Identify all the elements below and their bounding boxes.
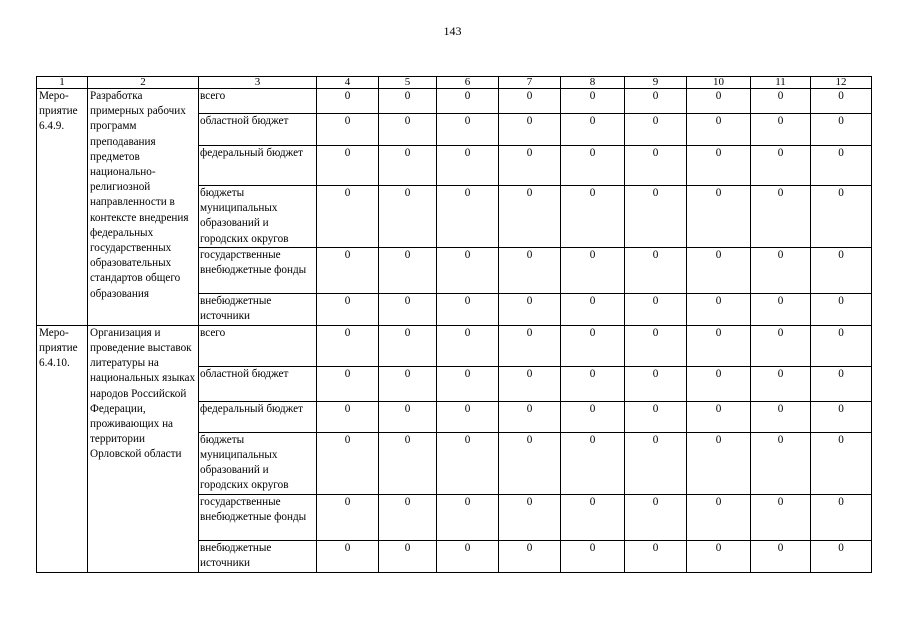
measure-id: Меро- приятие 6.4.9. [37, 89, 88, 326]
value-cell: 0 [811, 366, 872, 401]
value-cell: 0 [379, 540, 437, 572]
value-cell: 0 [437, 401, 499, 432]
value-cell: 0 [499, 494, 561, 540]
value-cell: 0 [751, 540, 811, 572]
header-cell-6: 6 [437, 77, 499, 89]
value-cell: 0 [437, 325, 499, 366]
value-cell: 0 [811, 114, 872, 146]
value-cell: 0 [317, 114, 379, 146]
funding-source: федеральный бюджет [199, 146, 317, 186]
budget-table [36, 76, 872, 573]
value-cell: 0 [317, 540, 379, 572]
funding-source: внебюджетные источники [199, 540, 317, 572]
header-cell-4: 4 [317, 77, 379, 89]
value-cell: 0 [317, 293, 379, 325]
header-cell-1: 1 [37, 77, 88, 89]
value-cell: 0 [625, 401, 687, 432]
funding-source: государственные внебюджетные фонды [199, 247, 317, 293]
value-cell: 0 [437, 366, 499, 401]
value-cell: 0 [811, 401, 872, 432]
funding-source: бюджеты муниципальных образований и городских округов [199, 432, 317, 494]
header-row [37, 77, 872, 89]
value-cell: 0 [687, 186, 751, 248]
value-cell: 0 [379, 114, 437, 146]
value-cell: 0 [561, 89, 625, 114]
value-cell: 0 [751, 146, 811, 186]
value-cell: 0 [379, 146, 437, 186]
value-cell: 0 [625, 186, 687, 248]
value-cell: 0 [811, 247, 872, 293]
value-cell: 0 [687, 247, 751, 293]
value-cell: 0 [751, 247, 811, 293]
value-cell: 0 [625, 366, 687, 401]
value-cell: 0 [811, 89, 872, 114]
value-cell: 0 [687, 494, 751, 540]
value-cell: 0 [687, 432, 751, 494]
value-cell: 0 [561, 186, 625, 248]
value-cell: 0 [437, 494, 499, 540]
value-cell: 0 [561, 114, 625, 146]
value-cell: 0 [379, 186, 437, 248]
header-cell-2: 2 [88, 77, 199, 89]
value-cell: 0 [687, 89, 751, 114]
value-cell: 0 [499, 401, 561, 432]
header-cell-9: 9 [625, 77, 687, 89]
value-cell: 0 [437, 146, 499, 186]
value-cell: 0 [625, 494, 687, 540]
value-cell: 0 [437, 114, 499, 146]
value-cell: 0 [561, 293, 625, 325]
funding-source: всего [199, 325, 317, 366]
value-cell: 0 [625, 146, 687, 186]
value-cell: 0 [379, 89, 437, 114]
value-cell: 0 [317, 146, 379, 186]
value-cell: 0 [379, 494, 437, 540]
value-cell: 0 [379, 325, 437, 366]
value-cell: 0 [625, 432, 687, 494]
value-cell: 0 [317, 401, 379, 432]
value-cell: 0 [317, 247, 379, 293]
value-cell: 0 [561, 146, 625, 186]
value-cell: 0 [437, 540, 499, 572]
value-cell: 0 [811, 325, 872, 366]
value-cell: 0 [379, 401, 437, 432]
funding-source: внебюджетные источники [199, 293, 317, 325]
funding-source: бюджеты муниципальных образований и городских округов [199, 186, 317, 248]
value-cell: 0 [751, 494, 811, 540]
value-cell: 0 [499, 540, 561, 572]
value-cell: 0 [379, 366, 437, 401]
value-cell: 0 [561, 325, 625, 366]
value-cell: 0 [499, 146, 561, 186]
header-cell-3: 3 [199, 77, 317, 89]
funding-source: государственные внебюджетные фонды [199, 494, 317, 540]
value-cell: 0 [317, 89, 379, 114]
table-row [37, 325, 872, 366]
funding-source: всего [199, 89, 317, 114]
value-cell: 0 [499, 432, 561, 494]
value-cell: 0 [437, 186, 499, 248]
header-cell-12: 12 [811, 77, 872, 89]
value-cell: 0 [687, 114, 751, 146]
value-cell: 0 [625, 293, 687, 325]
value-cell: 0 [317, 494, 379, 540]
value-cell: 0 [379, 432, 437, 494]
value-cell: 0 [437, 432, 499, 494]
value-cell: 0 [811, 432, 872, 494]
value-cell: 0 [561, 401, 625, 432]
value-cell: 0 [625, 325, 687, 366]
value-cell: 0 [499, 114, 561, 146]
value-cell: 0 [751, 432, 811, 494]
value-cell: 0 [687, 293, 751, 325]
value-cell: 0 [561, 494, 625, 540]
page-number: 143 [443, 24, 462, 38]
value-cell: 0 [317, 366, 379, 401]
value-cell: 0 [687, 540, 751, 572]
value-cell: 0 [751, 366, 811, 401]
value-cell: 0 [379, 247, 437, 293]
value-cell: 0 [811, 540, 872, 572]
measure-id: Меро- приятие 6.4.10. [37, 325, 88, 572]
value-cell: 0 [687, 325, 751, 366]
value-cell: 0 [499, 366, 561, 401]
value-cell: 0 [379, 293, 437, 325]
value-cell: 0 [499, 186, 561, 248]
value-cell: 0 [751, 114, 811, 146]
measure-name: Организация и проведение выставок литературы на национальных языках народов Российской Федерации, проживающих на территории Орловской области [88, 325, 199, 572]
value-cell: 0 [687, 401, 751, 432]
funding-source: областной бюджет [199, 366, 317, 401]
value-cell: 0 [437, 89, 499, 114]
value-cell: 0 [811, 293, 872, 325]
value-cell: 0 [751, 186, 811, 248]
header-cell-8: 8 [561, 77, 625, 89]
value-cell: 0 [687, 366, 751, 401]
header-cell-10: 10 [687, 77, 751, 89]
table-row [37, 89, 872, 114]
value-cell: 0 [811, 186, 872, 248]
header-cell-11: 11 [751, 77, 811, 89]
value-cell: 0 [499, 247, 561, 293]
value-cell: 0 [499, 325, 561, 366]
value-cell: 0 [437, 247, 499, 293]
value-cell: 0 [625, 540, 687, 572]
value-cell: 0 [561, 540, 625, 572]
value-cell: 0 [561, 247, 625, 293]
header-cell-7: 7 [499, 77, 561, 89]
funding-source: федеральный бюджет [199, 401, 317, 432]
measure-name: Разработка примерных рабочих программ преподавания предметов национально-религиозной направленности в контексте внедрения федеральных государственных образовательных стандартов общего образования [88, 89, 199, 326]
value-cell: 0 [317, 432, 379, 494]
value-cell: 0 [811, 146, 872, 186]
header-cell-5: 5 [379, 77, 437, 89]
value-cell: 0 [499, 89, 561, 114]
value-cell: 0 [751, 89, 811, 114]
value-cell: 0 [561, 366, 625, 401]
value-cell: 0 [317, 325, 379, 366]
value-cell: 0 [751, 293, 811, 325]
value-cell: 0 [625, 114, 687, 146]
value-cell: 0 [625, 247, 687, 293]
value-cell: 0 [751, 325, 811, 366]
table-body [37, 77, 872, 573]
value-cell: 0 [687, 146, 751, 186]
value-cell: 0 [625, 89, 687, 114]
value-cell: 0 [751, 401, 811, 432]
value-cell: 0 [317, 186, 379, 248]
funding-source: областной бюджет [199, 114, 317, 146]
value-cell: 0 [437, 293, 499, 325]
value-cell: 0 [811, 494, 872, 540]
value-cell: 0 [499, 293, 561, 325]
value-cell: 0 [561, 432, 625, 494]
